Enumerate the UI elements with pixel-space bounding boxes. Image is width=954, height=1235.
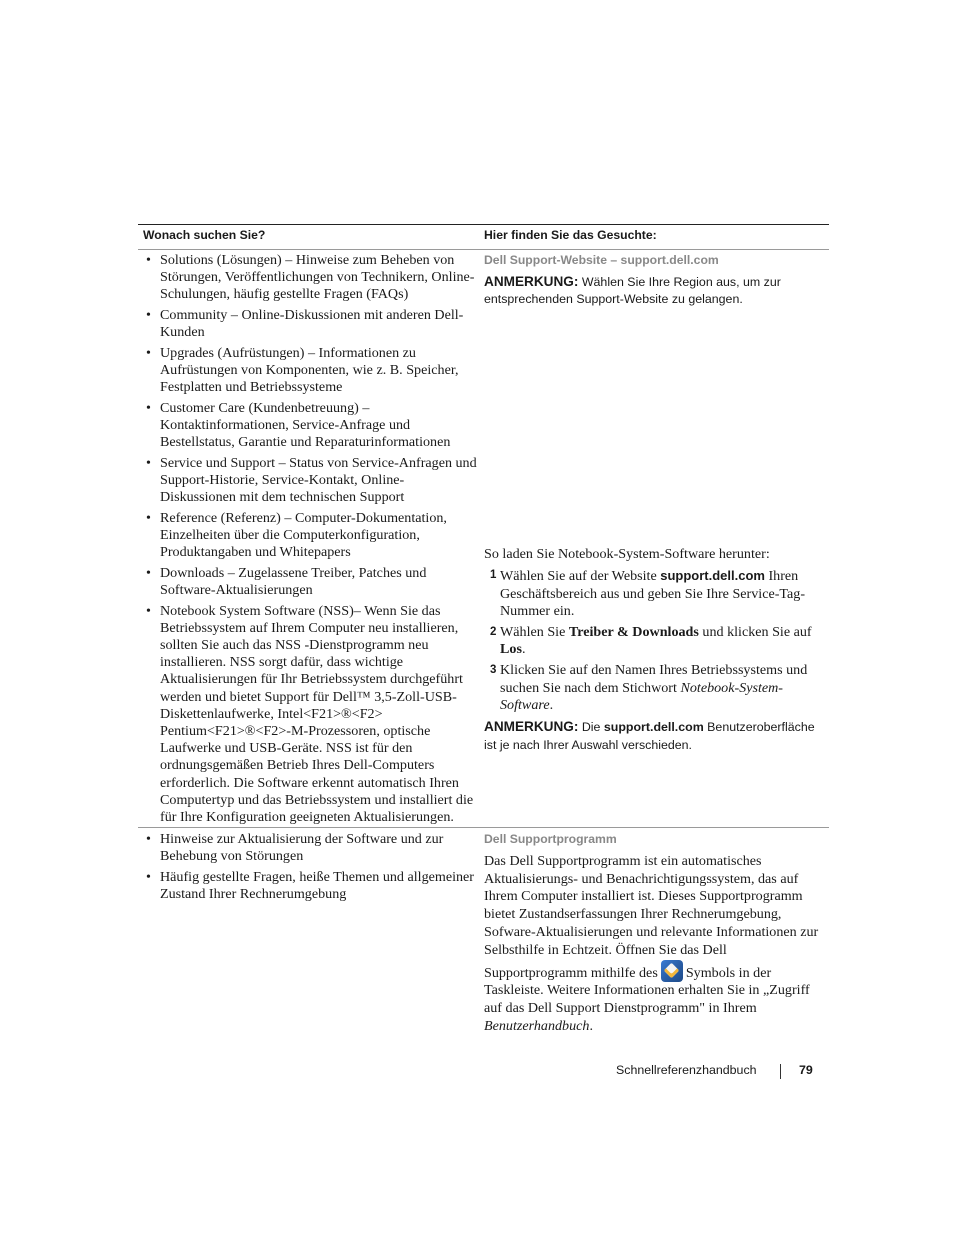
step-text: und klicken Sie auf [698, 623, 812, 640]
list-item: • Community – Online-Diskussionen mit anderen Dell-Kunden [142, 307, 478, 341]
user-guide-title: Benutzerhandbuch [484, 1017, 590, 1034]
list-item: • Customer Care (Kundenbetreuung) – Kontaktinformationen, Service-Anfrage und Bestellstatus, Garantie und Reparaturinformationen [142, 400, 478, 452]
note-label: ANMERKUNG: [484, 719, 579, 735]
support-link[interactable]: support.dell.com [603, 720, 704, 735]
step-text: . [549, 697, 554, 714]
list-item: • Service und Support – Status von Service-Anfragen und Support-Historie, Service-Kontakt, Online-Diskussionen mit dem technischen Support [142, 455, 478, 507]
note-text: Die [578, 720, 604, 735]
list-item: • Downloads – Zugelassene Treiber, Patches und Software-Aktualisierungen [142, 565, 478, 599]
list-item: • Reference (Referenz) – Computer-Dokumentation, Einzelheiten über die Computerkonfiguration, Produktangaben und Whitepapers [142, 510, 478, 562]
page-number: 79 [799, 1063, 813, 1077]
step-item [484, 567, 824, 621]
support-website-heading: Dell Support-Website – support.dell.com [484, 253, 719, 267]
step-number: 3 [490, 663, 497, 676]
paragraph-text: . [589, 1017, 593, 1034]
row1-right-cell-top [484, 252, 824, 309]
keyword: Notebook-System-Software [500, 679, 783, 714]
table-top-rule [138, 224, 829, 225]
note-label: ANMERKUNG: [484, 273, 579, 289]
table-header-right: Hier finden Sie das Gesuchte: [484, 228, 657, 242]
list-item: • Upgrades (Aufrüstungen) – Informationen zu Aufrüstungen von Komponenten, wie z. B. Speicher, Festplatten und Betriebssysteme [142, 345, 478, 397]
step-item [484, 624, 824, 660]
paragraph-text: Das Dell Supportprogramm ist ein automatisches Aktualisierungs- und Benachrichtigungssystem, das auf Ihrem Computer installiert ist. Dieses Supportprogramm bietet Zustandserfassungen Ihrer Rechnerumgebung, Sofware-Aktualisierungen und relevante Informationen zur Selbsthilfe in Echtzeit. Öffnen Sie das Dell Supportprogramm mithilfe des [484, 852, 819, 981]
footer-title: Schnellreferenzhandbuch [616, 1063, 757, 1077]
note-region [484, 273, 824, 309]
table-header-left: Wonach suchen Sie? [143, 228, 266, 242]
step-number: 2 [490, 625, 497, 638]
step-item [484, 662, 824, 715]
note-text: Wählen Sie Ihre Region aus, um zur entsprechenden Support-Website zu gelangen. [484, 274, 781, 307]
header-rule [138, 249, 829, 250]
list-item: • Solutions (Lösungen) – Hinweise zum Beheben von Störungen, Veröffentlichungen von Technikern, Online-Schulungen, häufig gestellte Fragen (FAQs) [142, 252, 478, 304]
step-text: Ihren Geschäftsbereich aus und geben Sie Ihre Service-Tag-Nummer ein. [500, 567, 806, 620]
drivers-downloads-label: Treiber & Downloads [568, 623, 699, 640]
list-item: • Hinweise zur Aktualisierung der Software und zur Behebung von Störungen [142, 831, 478, 865]
step-text: Wählen Sie [500, 623, 569, 640]
step-number: 1 [490, 568, 497, 581]
row2-right-cell [484, 831, 824, 1036]
row1-right-cell-steps [484, 546, 824, 754]
row2-left-cell [142, 831, 478, 907]
support-program-heading: Dell Supportprogramm [484, 832, 617, 846]
support-link[interactable]: support.dell.com [660, 567, 765, 583]
step-text: Klicken Sie auf den Namen Ihres Betriebssystems und suchen Sie nach dem Stichwort [500, 661, 808, 696]
footer-separator [780, 1064, 781, 1079]
step-text: . [521, 641, 526, 658]
list-item: • Notebook System Software (NSS)– Wenn Sie das Betriebssystem auf Ihrem Computer neu installieren, sollten Sie auch das NSS -Dienstprogramm neu installieren. NSS sorgt dafür, dass wichtige Aktualisierungen für Ihr Betriebssystem durchgeführt werden und bietet Support für Dell™ 3,5-Zoll-USB-Diskettenlaufwerke, Intel<F21>®<F2> Pentium<F21>®<F2>-M-Prozessoren, optische Laufwerke und USB-Geräte. NSS ist für den ordnungsgemäßen Betrieb Ihres Dell-Computers erforderlich. Die Software erkennt automatisch Ihren Computertyp und das Betriebssystem und installiert die für Ihre Konfiguration geeigneten Aktualisierungen. [142, 603, 478, 827]
list-item: • Häufig gestellte Fragen, heiße Themen und allgemeiner Zustand Ihrer Rechnerumgebung [142, 869, 478, 903]
download-intro: So laden Sie Notebook-System-Software herunter: [484, 546, 770, 562]
row2-bullet-list [142, 831, 478, 903]
row1-bullet-list [142, 252, 478, 826]
step-text: Wählen Sie auf der Website [500, 567, 661, 584]
support-program-paragraph [484, 853, 824, 1036]
go-label: Los [500, 641, 522, 658]
note-interface [484, 718, 824, 754]
dell-support-program-icon [661, 960, 683, 982]
paragraph-text: Symbols in der Taskleiste. Weitere Informationen erhalten Sie in „Zugriff auf das Dell Support Dienstprogramm" in Ihrem [484, 964, 810, 1017]
note-text: Benutzeroberfläche ist je nach Ihrer Auswahl verschieden. [484, 720, 815, 752]
download-steps [484, 567, 824, 715]
row1-left-cell [142, 252, 478, 830]
